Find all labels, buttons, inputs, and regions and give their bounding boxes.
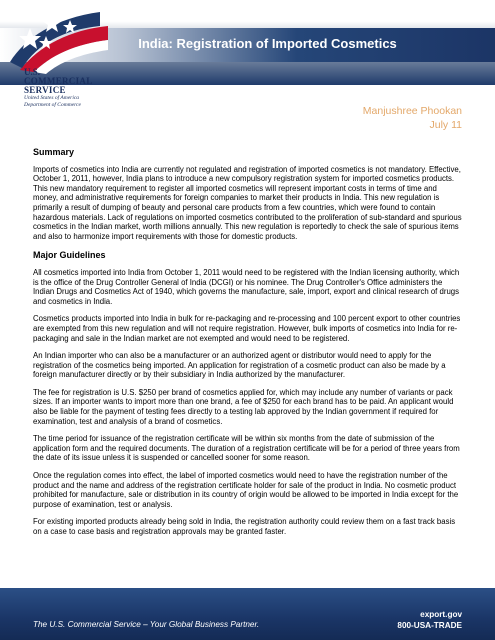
guideline-paragraph: For existing imported products already being sold in India, the registration authority could review them on a fast track basis on a case to case basis and registration approvals may be granted faster. xyxy=(33,517,456,536)
logo-service: SERVICE xyxy=(24,85,66,95)
logo-text xyxy=(24,68,114,108)
summary-paragraph: Imports of cosmetics into India are currently not regulated and registration of imported cosmetics is not mandatory. Effective, October 1, 2011, however, India plans to introduce a new compulsory registration system for imported cosmetics products. This new mandatory requirement to register all imported cosmetics will represent important costs in terms of time and money, and administrative requirements for foreign companies to market their products in India. This new regulation is primarily a result of dumping of beauty and personal care products from a few countries, which were found to contain hazardous materials. Lack of regulations on imported cosmetics contributed to the proliferation of sub-standard and spurious cosmetics in the Indian market, worth millions annually. This new regulation is reportedly to check the sale of spurious items and also to harmonize import requirements with those for domestic products. xyxy=(33,164,462,241)
footer-website-link[interactable]: export.gov xyxy=(420,610,462,619)
author-block xyxy=(363,104,462,132)
guideline-paragraph: Once the regulation comes into effect, the label of imported cosmetics would need to have the registration number of the product and the name and address of the registration certificate holder for sale of the product in India. No cosmetic product prohibited for manufacture, sale or distribution in its country of origin would be allowed to be imported in India except for the purpose of examination, test or analysis. xyxy=(33,471,459,509)
summary-heading: Summary xyxy=(33,147,75,157)
author-name: Manjushree Phookan xyxy=(362,105,462,117)
guideline-paragraph: All cosmetics imported into India from October 1, 2011 would need to be registered with the Indian licensing authority, which is the office of the Drug Controller General of India (DCGI) or his nominee. The Drug Controller's Office administers the Indian Drugs and Cosmetics Act of 1940, which governs the manufacture, sale, import, export and clinical research of drugs and cosmetics in India. xyxy=(33,267,460,306)
page-title: India: Registration of Imported Cosmetics xyxy=(138,36,397,51)
logo-us: U.S. xyxy=(24,67,41,77)
document-body xyxy=(33,148,463,545)
logo-department: Department of Commerce xyxy=(24,101,81,108)
guidelines-heading: Major Guidelines xyxy=(33,250,106,261)
guideline-paragraph: Cosmetics products imported into India in bulk for re-packaging and re-processing and 100 percent export to other countries are exempted from this new regulation and will not require registration. However, bulk imports of cosmetics into India for re-packaging and sale in the Indian market are not exempted and would need to be registered. xyxy=(33,314,461,343)
author-date: July 11 xyxy=(429,119,462,131)
commercial-service-logo xyxy=(0,0,110,120)
footer-tagline: The U.S. Commercial Service – Your Global Business Partner. xyxy=(33,620,260,629)
footer-banner xyxy=(0,588,495,640)
guideline-paragraph: The time period for issuance of the registration certificate will be within six months from the date of submission of the application form and the required documents. The duration of a registration certificate will be for a period of three years from the date of its issue unless it is suspended or cancelled sooner for some reason. xyxy=(33,434,460,463)
guideline-paragraph: The fee for registration is U.S. $250 per brand of cosmetics applied for, which may include any number of variants or pack sizes. If an importer wants to import more than one brand, a fee of $250 for each brand has to be paid. An applicant would also be liable for the payment of testing fees directly to a testing lab approved by the Indian government if required for examination, test and analysis of a brand of cosmetics. xyxy=(33,387,454,426)
footer-phone: 800-USA-TRADE xyxy=(397,621,462,630)
guideline-paragraph: An Indian importer who can also be a manufacturer or an authorized agent or distributor would need to apply for the registration of the cosmetics being imported. An application for registration of a cosmetic product can also be made by a foreign manufacturer directly or by their subsidiary in India authorized by the manufacturer. xyxy=(33,351,446,380)
footer-contact xyxy=(397,609,462,631)
logo-country: United States of America xyxy=(24,95,80,101)
logo-commercial: COMMERCIAL xyxy=(24,76,93,86)
